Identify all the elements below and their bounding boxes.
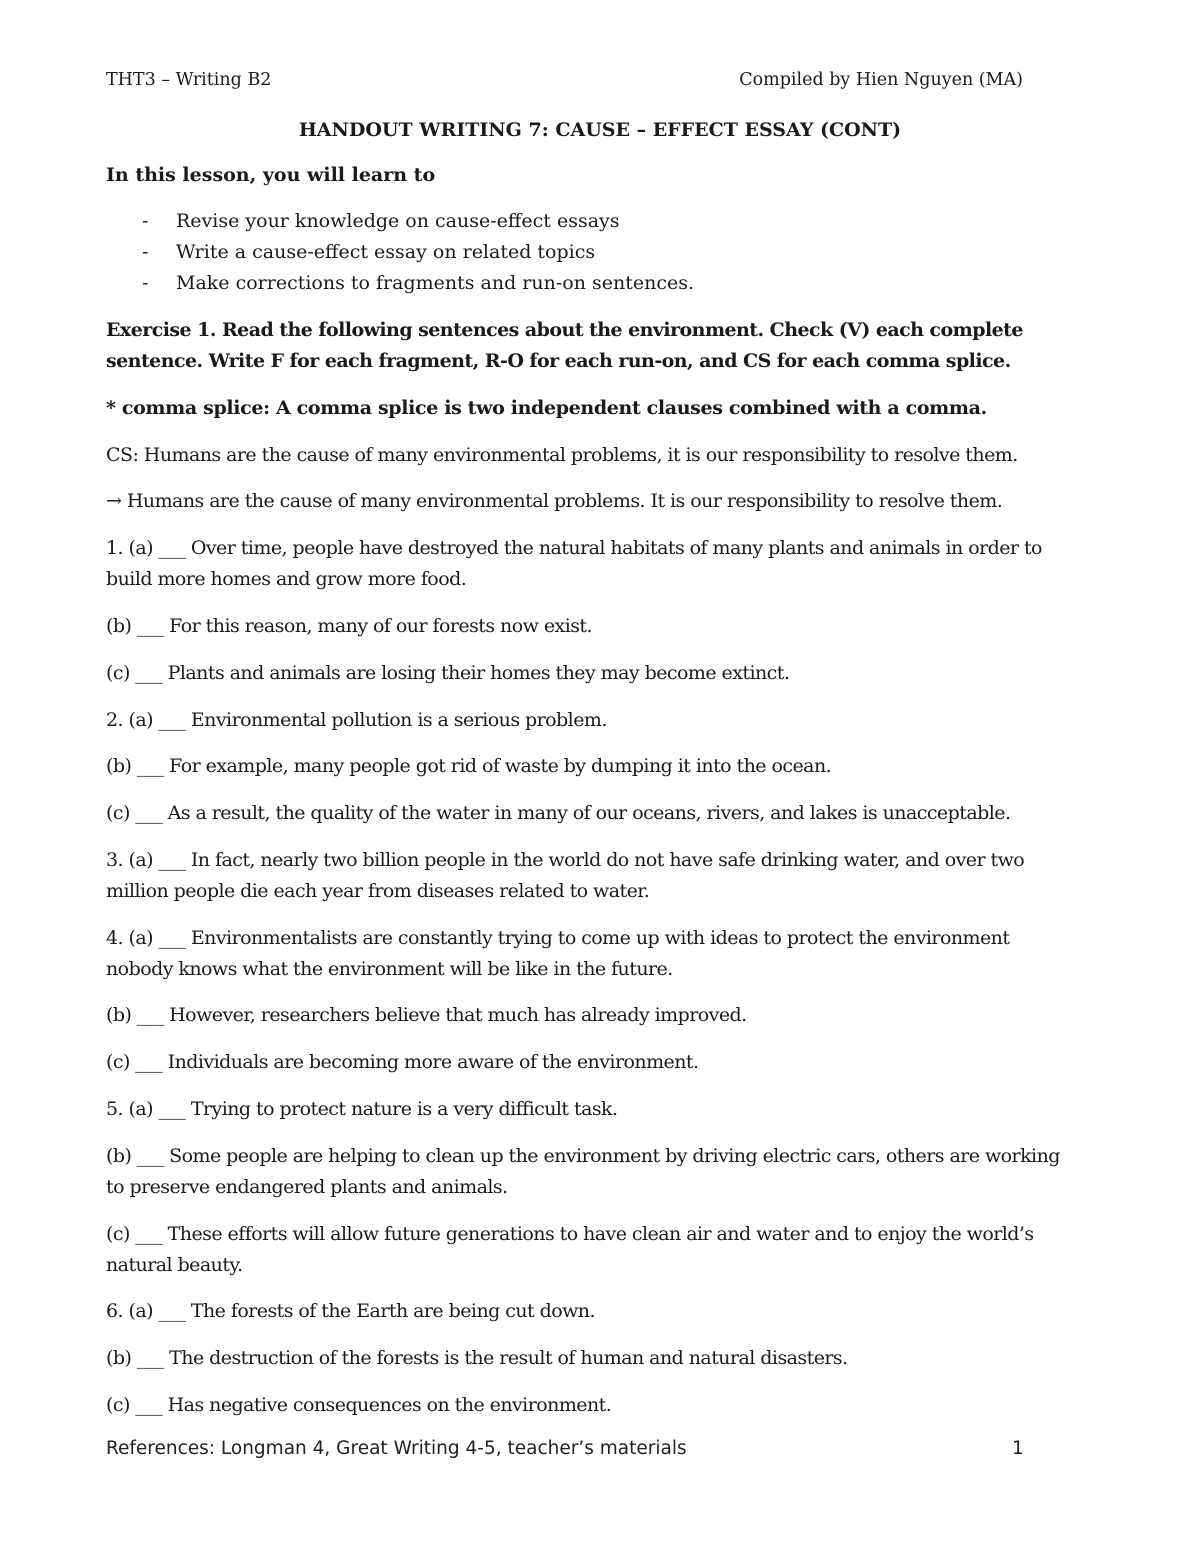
handout-title: HANDOUT WRITING 7: CAUSE – EFFECT ESSAY (CONT) bbox=[298, 119, 902, 141]
exercise-instruction-line2: sentence. Write F for each fragment, R-O for each run-on, and CS for each comma splice. bbox=[106, 350, 1011, 372]
item-1c: (c) ___ Plants and animals are losing their homes they may become extinct. bbox=[106, 662, 790, 684]
item-5c-line2: natural beauty. bbox=[106, 1254, 243, 1276]
item-4a-line2: nobody knows what the environment will be like in the future. bbox=[106, 958, 673, 980]
item-2a: 2. (a) ___ Environmental pollution is a serious problem. bbox=[106, 709, 607, 731]
item-3a-line2: million people die each year from diseases related to water. bbox=[106, 880, 650, 902]
item-4b: (b) ___ However, researchers believe that much has already improved. bbox=[106, 1004, 747, 1026]
exercise-instruction-line1: Exercise 1. Read the following sentences about the environment. Check (V) each complete bbox=[106, 319, 1023, 341]
arrow-right-icon: → bbox=[106, 490, 122, 512]
header-author: Compiled by Hien Nguyen (MA) bbox=[739, 70, 1023, 90]
item-5a: 5. (a) ___ Trying to protect nature is a very difficult task. bbox=[106, 1098, 618, 1120]
item-5b-line1: (b) ___ Some people are helping to clean up the environment by driving electric cars, others are working bbox=[106, 1145, 1060, 1167]
item-6b: (b) ___ The destruction of the forests is the result of human and natural disasters. bbox=[106, 1347, 848, 1369]
example-comma-splice: CS: Humans are the cause of many environmental problems, it is our responsibility to resolve them. bbox=[106, 444, 1018, 466]
item-6a: 6. (a) ___ The forests of the Earth are being cut down. bbox=[106, 1300, 595, 1322]
objective-dash: - bbox=[142, 241, 149, 263]
item-5b-line2: to preserve endangered plants and animals. bbox=[106, 1176, 508, 1198]
footer-references: References: Longman 4, Great Writing 4-5, teacher’s materials bbox=[106, 1438, 687, 1459]
item-1a-line1: 1. (a) ___ Over time, people have destroyed the natural habitats of many plants and animals in order to bbox=[106, 537, 1042, 559]
lesson-intro: In this lesson, you will learn to bbox=[106, 164, 436, 186]
item-2b: (b) ___ For example, many people got rid of waste by dumping it into the ocean. bbox=[106, 755, 832, 777]
item-1a-line2: build more homes and grow more food. bbox=[106, 568, 467, 590]
item-4c: (c) ___ Individuals are becoming more aware of the environment. bbox=[106, 1051, 699, 1073]
objective-item: Revise your knowledge on cause-effect essays bbox=[176, 210, 620, 232]
item-4a-line1: 4. (a) ___ Environmentalists are constantly trying to come up with ideas to protect the environment bbox=[106, 927, 1010, 949]
example-correction bbox=[106, 492, 1002, 511]
objective-item: Make corrections to fragments and run-on sentences. bbox=[176, 272, 695, 294]
objective-dash: - bbox=[142, 210, 149, 232]
example-correction-text: Humans are the cause of many environmental problems. It is our responsibility to resolve them. bbox=[126, 490, 1003, 512]
item-3a-line1: 3. (a) ___ In fact, nearly two billion people in the world do not have safe drinking water, and over two bbox=[106, 849, 1025, 871]
objective-dash: - bbox=[142, 272, 149, 294]
page-header bbox=[106, 70, 1023, 100]
comma-splice-definition: * comma splice: A comma splice is two independent clauses combined with a comma. bbox=[106, 397, 987, 419]
item-5c-line1: (c) ___ These efforts will allow future generations to have clean air and water and to enjoy the world’s bbox=[106, 1223, 1034, 1245]
item-1b: (b) ___ For this reason, many of our forests now exist. bbox=[106, 615, 592, 637]
header-course: THT3 – Writing B2 bbox=[106, 70, 272, 90]
objective-item: Write a cause-effect essay on related topics bbox=[176, 241, 596, 263]
item-2c: (c) ___ As a result, the quality of the water in many of our oceans, rivers, and lakes is unacceptable. bbox=[106, 802, 1011, 824]
item-6c: (c) ___ Has negative consequences on the environment. bbox=[106, 1394, 612, 1416]
page-number: 1 bbox=[1012, 1438, 1024, 1459]
